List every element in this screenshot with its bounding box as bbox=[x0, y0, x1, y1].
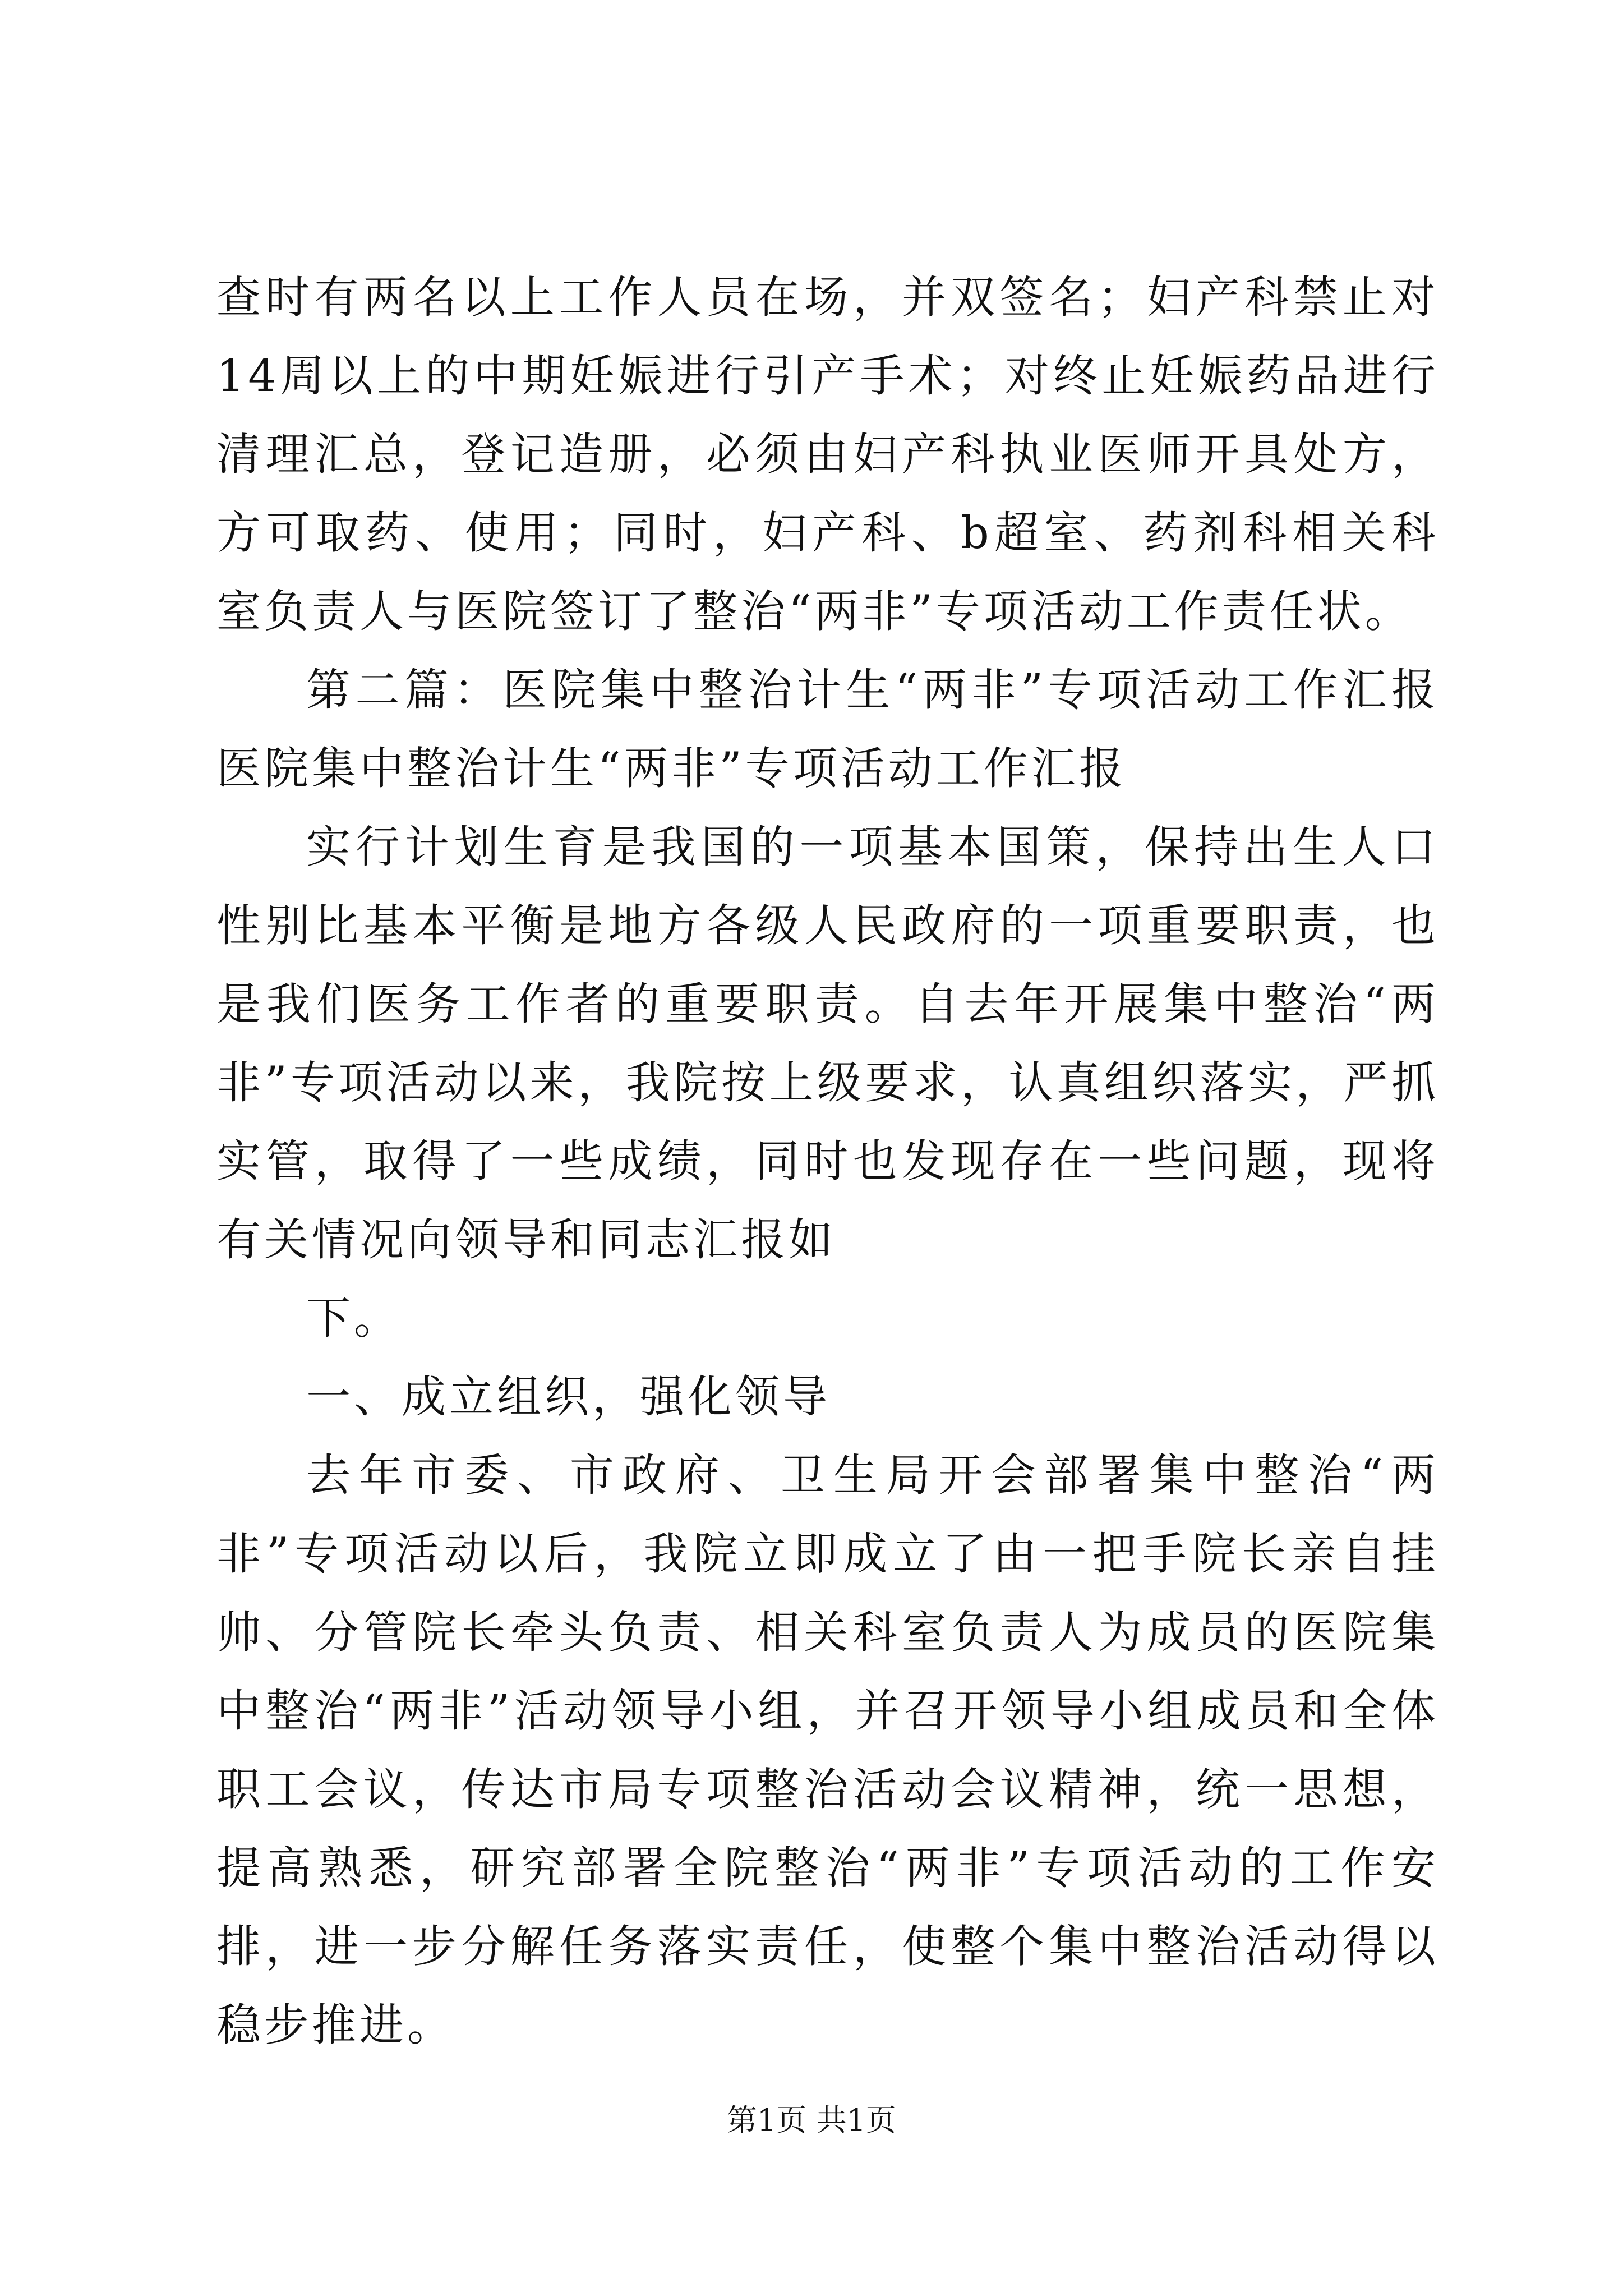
paragraph-organization: 去年市委、市政府、卫生局开会部署集中整治“两非”专项活动以后，我院立即成立了由一把手院长亲自挂帅、分管院长牵头负责、相关科室负责人为成员的医院集中整治“两非”活动领导小组，并召开领导小组成员和全体职工会议，传达市局专项整治活动会议精神，统一思想，提高熟悉，研究部署全院整治“两非”专项活动的工作安排，进一步分解任务落实责任，使整个集中整治活动得以稳步推进。 bbox=[216, 1450, 1439, 2051]
section-heading-part-two: 第二篇：医院集中整治计生“两非”专项活动工作汇报医院集中整治计生“两非”专项活动工作汇报 bbox=[216, 664, 1439, 794]
paragraph-intro-tail: 下。 bbox=[306, 1292, 402, 1344]
page-footer: 第1页 共1页 bbox=[727, 2102, 896, 2138]
paragraph-intro: 实行计划生育是我国的一项基本国策，保持出生人口性别比基本平衡是地方各级人民政府的一项重要职责，也是我们医务工作者的重要职责。自去年开展集中整治“两非”专项活动以来，我院按上级要求，认真组织落实，严抓实管，取得了一些成绩，同时也发现存在一些问题，现将有关情况向领导和同志汇报如 bbox=[216, 821, 1439, 1266]
document-body bbox=[216, 258, 1439, 2064]
subheading-one: 一、成立组织，强化领导 bbox=[306, 1371, 831, 1423]
paragraph-continuation: 查时有两名以上工作人员在场，并双签名；妇产科禁止对14周以上的中期妊娠进行引产手术；对终止妊娠药品进行清理汇总，登记造册，必须由妇产科执业医师开具处方，方可取药、使用；同时，妇产科、b超室、药剂科相关科室负责人与医院签订了整治“两非”专项活动工作责任状。 bbox=[216, 272, 1439, 637]
